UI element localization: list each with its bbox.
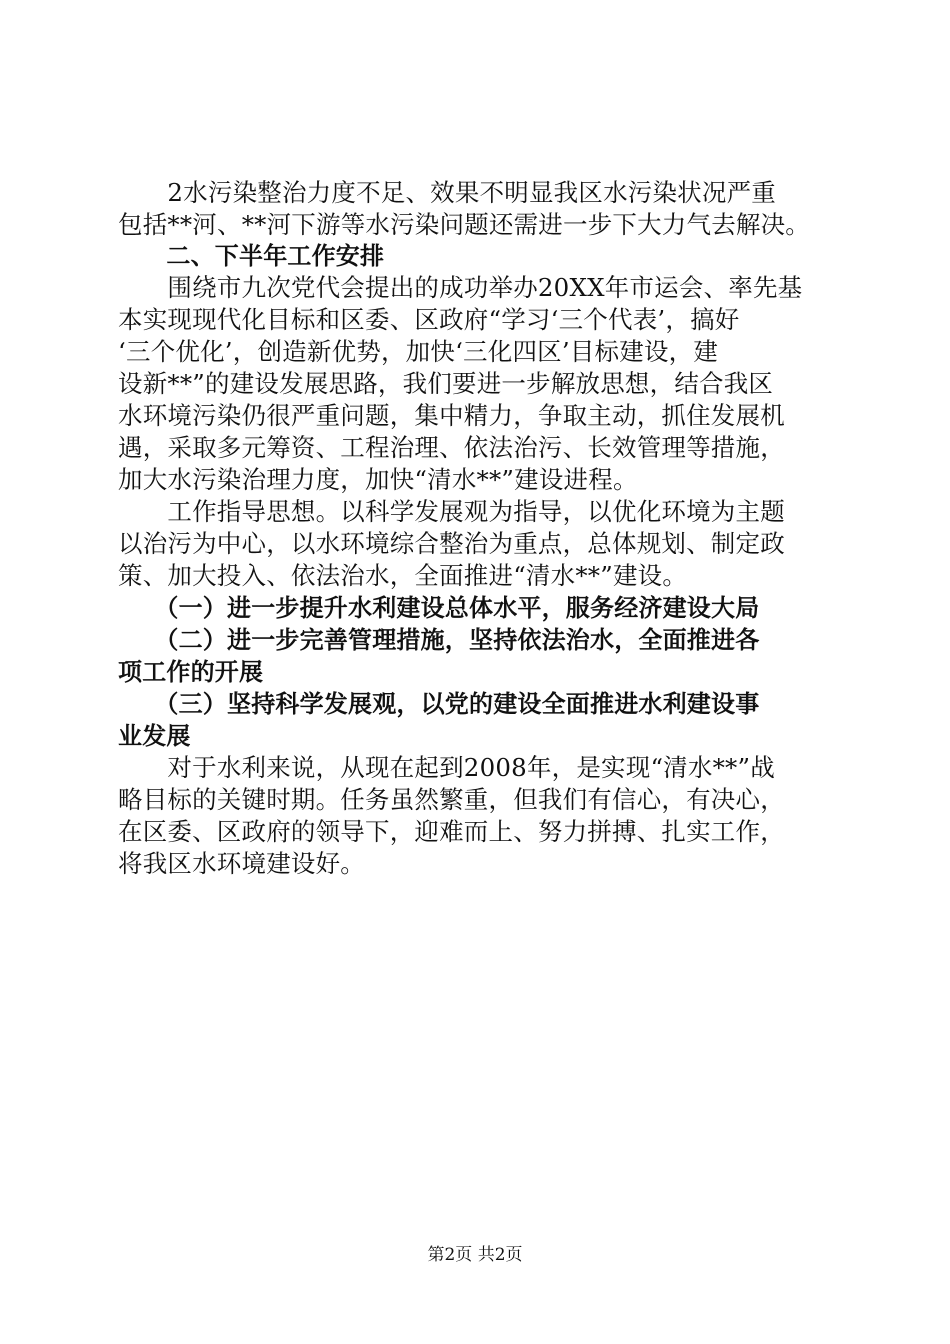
page-footer: 第2页 共2页 xyxy=(427,1245,523,1265)
paragraph-line: 设新**”的建设发展思路，我们要进一步解放思想，结合我区 xyxy=(118,369,774,398)
paragraph-line: 略目标的关键时期。任务虽然繁重，但我们有信心，有决心， xyxy=(118,785,785,814)
paragraph-line: 加大水污染治理力度，加快“清水**”建设进程。 xyxy=(118,465,638,494)
paragraph-line: ‘三个优化’，创造新优势，加快‘三化四区’目标建设，建 xyxy=(118,337,719,366)
paragraph-line: 以治污为中心，以水环境综合整治为重点，总体规划、制定政 xyxy=(118,529,785,558)
paragraph-line: 2水污染整治力度不足、效果不明显我区水污染状况严重 xyxy=(118,178,776,207)
paragraph-line: 策、加大投入、依法治水，全面推进“清水**”建设。 xyxy=(118,561,688,590)
subheading-2-continued: 项工作的开展 xyxy=(118,658,264,686)
paragraph-line: 遇，采取多元筹资、工程治理、依法治污、长效管理等措施， xyxy=(118,433,785,462)
subheading-1: （一）进一步提升水利建设总体水平，服务经济建设大局 xyxy=(118,594,760,622)
subheading-3: （三）坚持科学发展观，以党的建设全面推进水利建设事 xyxy=(118,690,760,718)
subheading-2: （二）进一步完善管理措施，坚持依法治水，全面推进各 xyxy=(118,626,760,654)
subheading-3-continued: 业发展 xyxy=(118,722,191,750)
paragraph-line: 将我区水环境建设好。 xyxy=(118,849,365,878)
paragraph-line: 包括**河、**河下游等水污染问题还需进一步下大力气去解决。 xyxy=(118,210,810,239)
paragraph-line: 在区委、区政府的领导下，迎难而上、努力拼搏、扎实工作， xyxy=(118,817,785,846)
section-heading: 二、下半年工作安排 xyxy=(118,242,385,270)
paragraph-line: 本实现现代化目标和区委、区政府“学习‘三个代表’，搞好 xyxy=(118,305,740,334)
paragraph-line: 工作指导思想。以科学发展观为指导，以优化环境为主题 xyxy=(118,497,785,526)
paragraph-line: 水环境污染仍很严重问题，集中精力，争取主动，抓住发展机 xyxy=(118,401,785,430)
paragraph-line: 围绕市九次党代会提出的成功举办20XX年市运会、率先基 xyxy=(118,273,803,302)
paragraph-line: 对于水利来说，从现在起到2008年，是实现“清水**”战 xyxy=(118,753,775,782)
